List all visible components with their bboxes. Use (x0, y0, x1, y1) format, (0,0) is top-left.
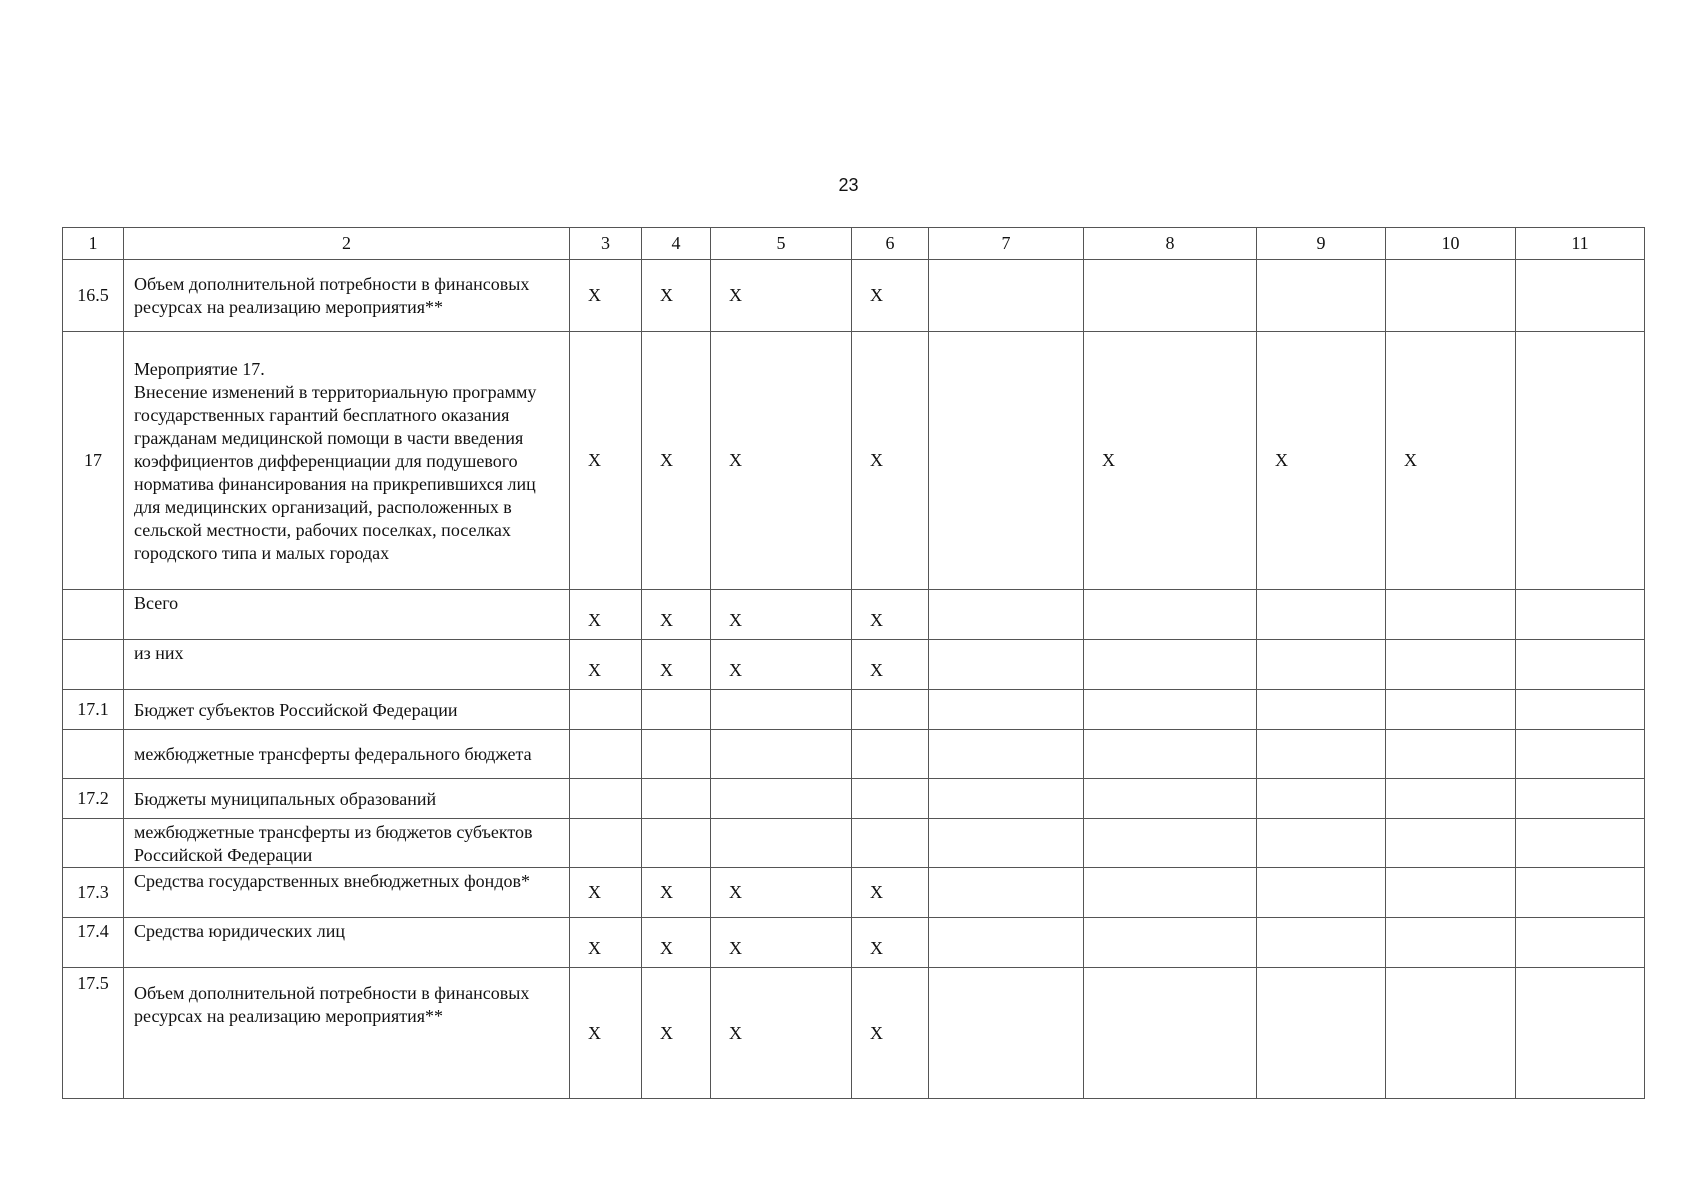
table-cell (1084, 918, 1257, 968)
table-row (63, 590, 1645, 640)
table-cell (711, 690, 852, 730)
table-cell (1386, 640, 1516, 690)
table-cell (1084, 819, 1257, 868)
table-cell: X (642, 918, 711, 968)
table-cell (1516, 819, 1645, 868)
table-cell: X (1084, 332, 1257, 590)
table-cell: X (642, 332, 711, 590)
table-row (63, 868, 1645, 918)
table-cell (1257, 690, 1386, 730)
table-cell (1084, 868, 1257, 918)
table-cell (1516, 968, 1645, 1099)
table-header-row (63, 228, 1645, 260)
column-header: 7 (929, 228, 1084, 260)
table-cell (1516, 918, 1645, 968)
column-header: 10 (1386, 228, 1516, 260)
row-number (63, 640, 124, 690)
row-number: 17.1 (63, 690, 124, 730)
table-cell (852, 730, 929, 779)
table-cell (1386, 730, 1516, 779)
column-header: 5 (711, 228, 852, 260)
table-cell (1516, 640, 1645, 690)
table-cell: X (711, 968, 852, 1099)
table-cell: X (852, 260, 929, 332)
table-cell (852, 819, 929, 868)
table-cell: X (852, 868, 929, 918)
table-cell (929, 918, 1084, 968)
table-cell: X (570, 590, 642, 640)
table-cell (1516, 260, 1645, 332)
table-cell (929, 640, 1084, 690)
table-cell (929, 868, 1084, 918)
table-cell (1386, 968, 1516, 1099)
row-description: Бюджеты муниципальных образований (124, 779, 570, 819)
row-description: межбюджетные трансферты федерального бюджета (124, 730, 570, 779)
table-cell (570, 819, 642, 868)
column-header: 8 (1084, 228, 1257, 260)
table-cell (1257, 590, 1386, 640)
table-cell (711, 819, 852, 868)
table-cell (1516, 690, 1645, 730)
table-cell: X (711, 640, 852, 690)
table-row (63, 779, 1645, 819)
table-cell (1084, 640, 1257, 690)
table-cell (642, 819, 711, 868)
table-cell (929, 968, 1084, 1099)
table-row (63, 332, 1645, 590)
table-cell (1386, 590, 1516, 640)
table-cell (1386, 868, 1516, 918)
table-cell: X (642, 968, 711, 1099)
table-cell (929, 590, 1084, 640)
table-cell (711, 730, 852, 779)
row-number: 17.4 (63, 918, 124, 968)
table-cell (1386, 690, 1516, 730)
table-cell: X (570, 640, 642, 690)
table-row (63, 968, 1645, 1099)
table-cell (1257, 260, 1386, 332)
row-description: Объем дополнительной потребности в финансовых ресурсах на реализацию мероприятия** (124, 968, 570, 1099)
column-header: 4 (642, 228, 711, 260)
row-description: межбюджетные трансферты из бюджетов субъектов Российской Федерации (124, 819, 570, 868)
table-cell: X (1257, 332, 1386, 590)
table-cell (1084, 690, 1257, 730)
table-cell (929, 260, 1084, 332)
row-description: Всего (124, 590, 570, 640)
column-header: 1 (63, 228, 124, 260)
table-row (63, 690, 1645, 730)
row-number: 17.2 (63, 779, 124, 819)
row-description: Средства государственных внебюджетных фондов* (124, 868, 570, 918)
row-description: Объем дополнительной потребности в финансовых ресурсах на реализацию мероприятия** (124, 260, 570, 332)
table-cell: X (642, 590, 711, 640)
table-cell (1257, 918, 1386, 968)
table-cell (929, 690, 1084, 730)
table-cell: X (642, 640, 711, 690)
page-number: 23 (838, 175, 859, 195)
table-cell (1386, 260, 1516, 332)
table-cell (929, 730, 1084, 779)
table-cell: X (852, 918, 929, 968)
table-cell: X (852, 332, 929, 590)
table-row (63, 918, 1645, 968)
row-number: 16.5 (63, 260, 124, 332)
table-cell (929, 332, 1084, 590)
table-cell (642, 690, 711, 730)
table-cell: X (642, 868, 711, 918)
table-cell: X (711, 590, 852, 640)
table-cell (929, 779, 1084, 819)
table-cell (1257, 730, 1386, 779)
table-cell (1084, 968, 1257, 1099)
row-number: 17 (63, 332, 124, 590)
table-cell (1516, 779, 1645, 819)
table-cell (1516, 590, 1645, 640)
table-cell (1516, 332, 1645, 590)
table-cell: X (570, 868, 642, 918)
row-number (63, 590, 124, 640)
table-cell: X (711, 260, 852, 332)
table-cell (1516, 868, 1645, 918)
table-cell (1084, 260, 1257, 332)
row-number: 17.5 (63, 968, 124, 1099)
table-cell (1516, 730, 1645, 779)
table-cell (1084, 779, 1257, 819)
table-cell: X (642, 260, 711, 332)
table-row (63, 260, 1645, 332)
table-cell (642, 730, 711, 779)
column-header: 2 (124, 228, 570, 260)
table-cell (1084, 590, 1257, 640)
row-description: Бюджет субъектов Российской Федерации (124, 690, 570, 730)
row-description: Мероприятие 17. Внесение изменений в территориальную программу государственных гарантий бесплатного оказания гражданам медицинской помощи в части введения коэффициентов дифференциации для подушевого норматива финансирования на прикрепившихся лиц для медицинских организаций, расположенных в сельской местности, рабочих поселках, поселках городского типа и малых городах (124, 332, 570, 590)
budget-table (62, 227, 1645, 1099)
table-cell: X (570, 918, 642, 968)
table-cell: X (1386, 332, 1516, 590)
column-header: 6 (852, 228, 929, 260)
table-cell: X (852, 968, 929, 1099)
table-cell (852, 690, 929, 730)
table-cell: X (711, 332, 852, 590)
column-header: 9 (1257, 228, 1386, 260)
table-cell: X (570, 332, 642, 590)
table-row (63, 730, 1645, 779)
table-row (63, 640, 1645, 690)
row-number: 17.3 (63, 868, 124, 918)
table-cell (1257, 819, 1386, 868)
table-cell (1084, 730, 1257, 779)
table-cell: X (852, 590, 929, 640)
table-cell: X (711, 918, 852, 968)
row-number (63, 730, 124, 779)
table-cell (711, 779, 852, 819)
table-cell (1386, 918, 1516, 968)
column-header: 11 (1516, 228, 1645, 260)
table-cell: X (852, 640, 929, 690)
table-row (63, 819, 1645, 868)
table-cell (852, 779, 929, 819)
table-cell (929, 819, 1084, 868)
row-description: Средства юридических лиц (124, 918, 570, 968)
column-header: 3 (570, 228, 642, 260)
table-cell (642, 779, 711, 819)
table-cell (570, 779, 642, 819)
row-description: из них (124, 640, 570, 690)
table-cell (1257, 968, 1386, 1099)
table-cell (570, 730, 642, 779)
row-number (63, 819, 124, 868)
table-cell (1386, 819, 1516, 868)
table-cell (1257, 640, 1386, 690)
table-cell: X (570, 260, 642, 332)
table-cell: X (711, 868, 852, 918)
table-cell (1257, 868, 1386, 918)
table-cell (1386, 779, 1516, 819)
table-cell (570, 690, 642, 730)
table-cell (1257, 779, 1386, 819)
table-cell: X (570, 968, 642, 1099)
